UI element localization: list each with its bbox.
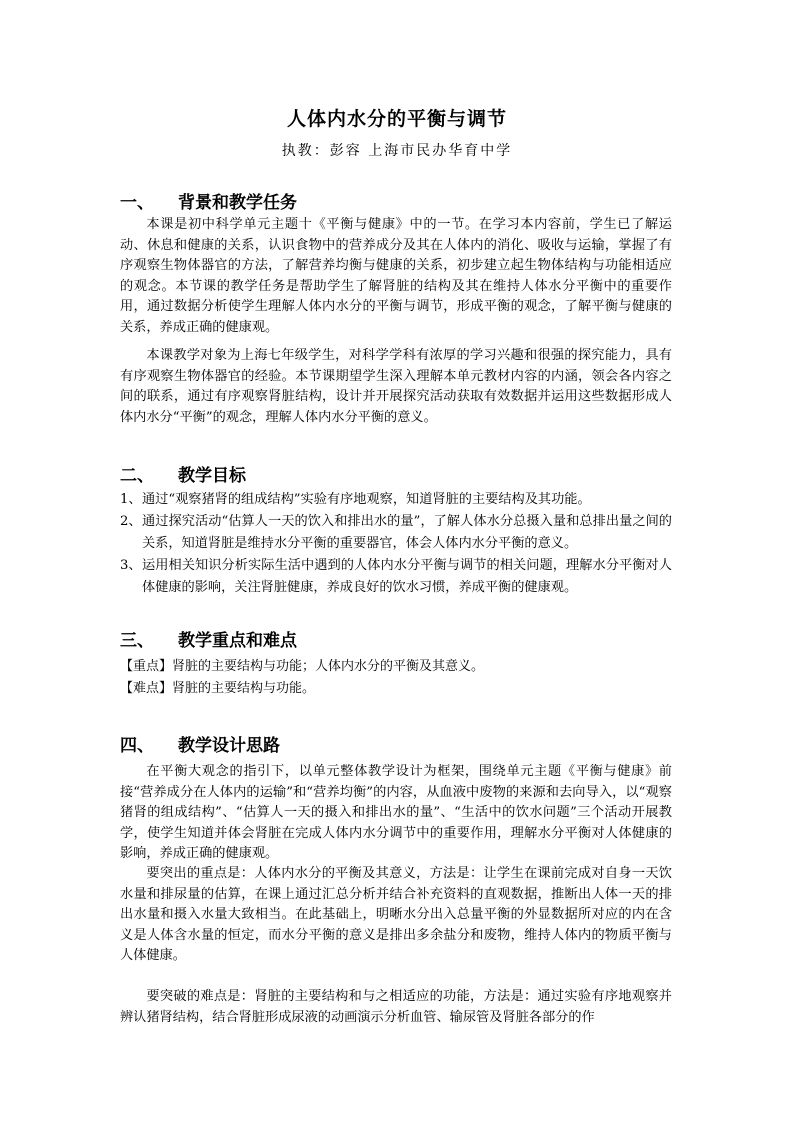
list-item: 3、 运用相关知识分析实际生活中遇到的人体内水分平衡与调节的相关问题，理解水分平衡对人体健康的影响，关注肾脏健康，养成良好的饮水习惯，养成平衡的健康观。 bbox=[120, 558, 672, 595]
difficult-point-label: 【难点】 bbox=[120, 681, 173, 696]
objectives-list bbox=[120, 489, 672, 599]
difficult-point bbox=[120, 678, 672, 700]
section-2-heading bbox=[120, 461, 246, 486]
key-point-label: 【重点】 bbox=[120, 659, 173, 674]
document-title: 人体内水分的平衡与调节 bbox=[286, 108, 507, 130]
section-4-number: 四、 bbox=[120, 736, 154, 756]
difficult-point-text: 肾脏的主要结构与功能。 bbox=[172, 681, 316, 696]
document-subtitle: 执教：彭容 上海市民办华育中学 bbox=[281, 143, 513, 159]
section-1-title: 背景和教学任务 bbox=[178, 193, 297, 213]
section-4-paragraph-3: 要突破的难点是：肾脏的主要结构和与之相适应的功能，方法是：通过实验有序地观察并辨认猪肾结构，结合肾脏形成尿液的动画演示分析血管、输尿管及肾脏各部分的作 bbox=[120, 989, 672, 1025]
section-3-heading bbox=[120, 626, 297, 651]
list-item: 1、 通过“观察猪肾的组成结构”实验有序地观察，知道肾脏的主要结构及其功能。 bbox=[120, 492, 591, 507]
section-4-paragraph-1: 在平衡大观念的指引下，以单元整体教学设计为框架，围绕单元主题《平衡与健康》前接“营养成分在人体内的运输”和“营养均衡”的内容，从血液中废物的来源和去向导入，以“观察猪肾的组成结构”、“估算人一天的摄入和排出水的量”、“生活中的饮水问题”三个活动开展教学，使学生知道并体会肾脏在完成人体内水分调节中的重要作用，理解水分平衡对人体健康的影响，养成正确的健康观。 bbox=[120, 764, 672, 861]
section-3-number: 三、 bbox=[120, 631, 154, 651]
list-item: 2、 通过探究活动“估算人一天的饮入和排出水的量”，了解人体水分总摄入量和总排出量之间的关系，知道肾脏是维持水分平衡的重要器官，体会人体内水分平衡的意义。 bbox=[120, 514, 672, 551]
section-3-title: 教学重点和难点 bbox=[178, 631, 297, 651]
section-2-title: 教学目标 bbox=[178, 466, 246, 486]
section-1-number: 一、 bbox=[120, 193, 154, 213]
section-1-paragraph-2: 本课教学对象为上海七年级学生，对科学学科有浓厚的学习兴趣和很强的探究能力，具有有序观察生物体器官的经验。本节课期望学生深入理解本单元教材内容的内涵，领会各内容之间的联系，通过有序观察肾脏结构，设计并开展探究活动获取有效数据并运用这些数据形成人体内水分“平衡”的观念，理解人体内水分平衡的意义。 bbox=[120, 348, 672, 425]
key-point-text: 肾脏的主要结构与功能；人体内水分的平衡及其意义。 bbox=[172, 659, 485, 674]
section-2-number: 二、 bbox=[120, 466, 154, 486]
section-4-title: 教学设计思路 bbox=[178, 736, 280, 756]
section-4-heading bbox=[120, 731, 280, 756]
key-point bbox=[120, 656, 672, 678]
section-1-paragraph-1: 本课是初中科学单元主题十《平衡与健康》中的一节。在学习本内容前，学生已了解运动、休息和健康的关系，认识食物中的营养成分及其在人体内的消化、吸收与运输，掌握了有序观察生物体器官的方法，了解营养均衡与健康的关系，初步建立起生物体结构与功能相适应的观念。本节课的教学任务是帮助学生了解肾脏的结构及其在维持人体水分平衡中的重要作用，通过数据分析使学生理解人体内水分的平衡与调节，形成平衡的观念，了解平衡与健康的关系，养成正确的健康观。 bbox=[120, 217, 672, 335]
section-4-paragraph-2: 要突出的重点是：人体内水分的平衡及其意义，方法是：让学生在课前完成对自身一天饮水量和排尿量的估算，在课上通过汇总分析并结合补充资料的直观数据，推断出人体一天的排出水量和摄入水量大致相当。在此基础上，明晰水分出入总量平衡的外显数据所对应的内在含义是人体含水量的恒定，而水分平衡的意义是排出多余盐分和废物，维持人体内的物质平衡与人体健康。 bbox=[120, 866, 672, 963]
section-1-heading bbox=[120, 188, 297, 213]
